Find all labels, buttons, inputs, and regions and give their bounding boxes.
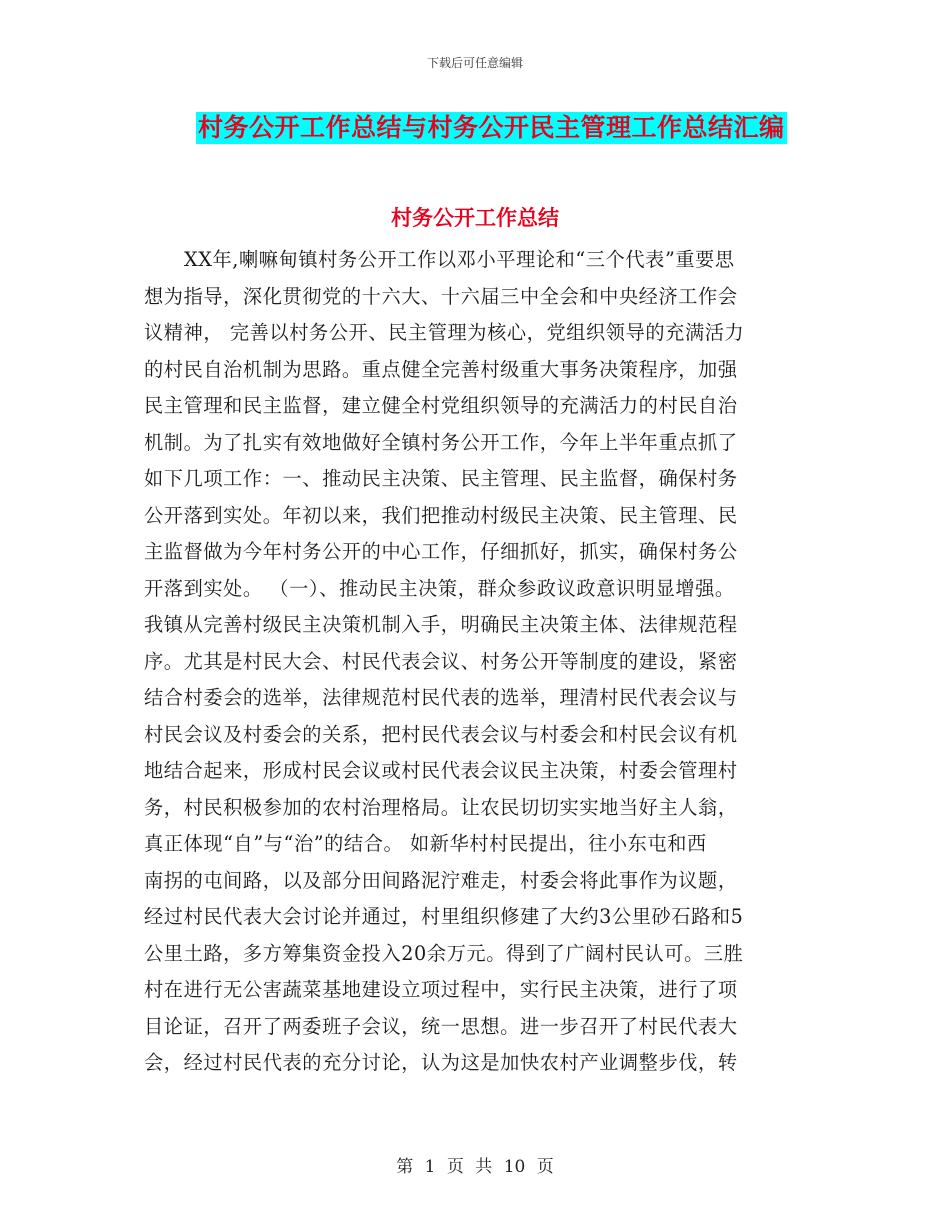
body-line: 务，村民积极参加的农村治理格局。让农民切切实实地当好主人翁， xyxy=(144,795,738,819)
body-line: 的村民自治机制为思路。重点健全完善村级重大事务决策程序，加强 xyxy=(144,357,738,381)
body-line: 我镇从完善村级民主决策机制入手，明确民主决策主体、法律规范程 xyxy=(144,613,738,636)
body-line: 真正体现“自”与“治”的结合。 如新华村村民提出，往小东屯和西 xyxy=(144,832,707,855)
body-line: 南拐的屯间路，以及部分田间路泥泞难走，村委会将此事作为议题， xyxy=(144,868,738,892)
page-footer: 第 1 页 共 10 页 xyxy=(396,1157,554,1177)
body-line: XX年,喇嘛甸镇村务公开工作以邓小平理论和“三个代表”重要思 xyxy=(184,248,735,271)
body-line: 村在进行无公害蔬菜基地建设立项过程中，实行民主决策，进行了项 xyxy=(144,978,738,1001)
body-line: 民主管理和民主监督，建立健全村党组织领导的充满活力的村民自治 xyxy=(144,394,738,417)
body-line: 议精神， 完善以村务公开、民主管理为核心，党组织领导的充满活力 xyxy=(144,321,745,344)
body-line: 开落到实处。 （一）、推动民主决策，群众参政议政意识明显增强。 xyxy=(144,576,735,600)
section-title: 村务公开工作总结 xyxy=(391,206,559,230)
header-note: 下载后可任意编辑 xyxy=(426,56,523,70)
body-line: 经过村民代表大会讨论并通过，村里组织修建了大约3公里砂石路和5 xyxy=(144,905,744,928)
body-line: 公开落到实处。年初以来，我们把推动村级民主决策、民主管理、民 xyxy=(144,503,738,527)
body-line: 会，经过村民代表的充分讨论，认为这是加快农村产业调整步伐，转 xyxy=(144,1051,738,1074)
body-line: 想为指导，深化贯彻党的十六大、十六届三中全会和中央经济工作会 xyxy=(144,284,738,308)
body-line: 机制。为了扎实有效地做好全镇村务公开工作，今年上半年重点抓了 xyxy=(144,430,738,454)
body-line: 地结合起来，形成村民会议或村民代表会议民主决策，村委会管理村 xyxy=(144,759,738,782)
body-line: 如下几项工作：一、推动民主决策、民主管理、民主监督，确保村务 xyxy=(144,467,738,490)
body-line: 序。尤其是村民大会、村民代表会议、村务公开等制度的建设，紧密 xyxy=(144,649,738,673)
body-line: 村民会议及村委会的关系，把村民代表会议与村委会和村民会议有机 xyxy=(144,722,738,746)
body-text xyxy=(144,242,824,1082)
body-line: 公里土路，多方筹集资金投入20余万元。得到了广阔村民认可。三胜 xyxy=(144,941,744,965)
body-line: 结合村委会的选举，法律规范村民代表的选举，理清村民代表会议与 xyxy=(144,686,738,709)
document-title: 村务公开工作总结与村务公开民主管理工作总结汇编 xyxy=(198,113,785,142)
body-line: 主监督做为今年村务公开的中心工作，仔细抓好，抓实，确保村务公 xyxy=(144,540,738,563)
body-line: 目论证，召开了两委班子会议，统一思想。进一步召开了村民代表大 xyxy=(144,1014,738,1038)
